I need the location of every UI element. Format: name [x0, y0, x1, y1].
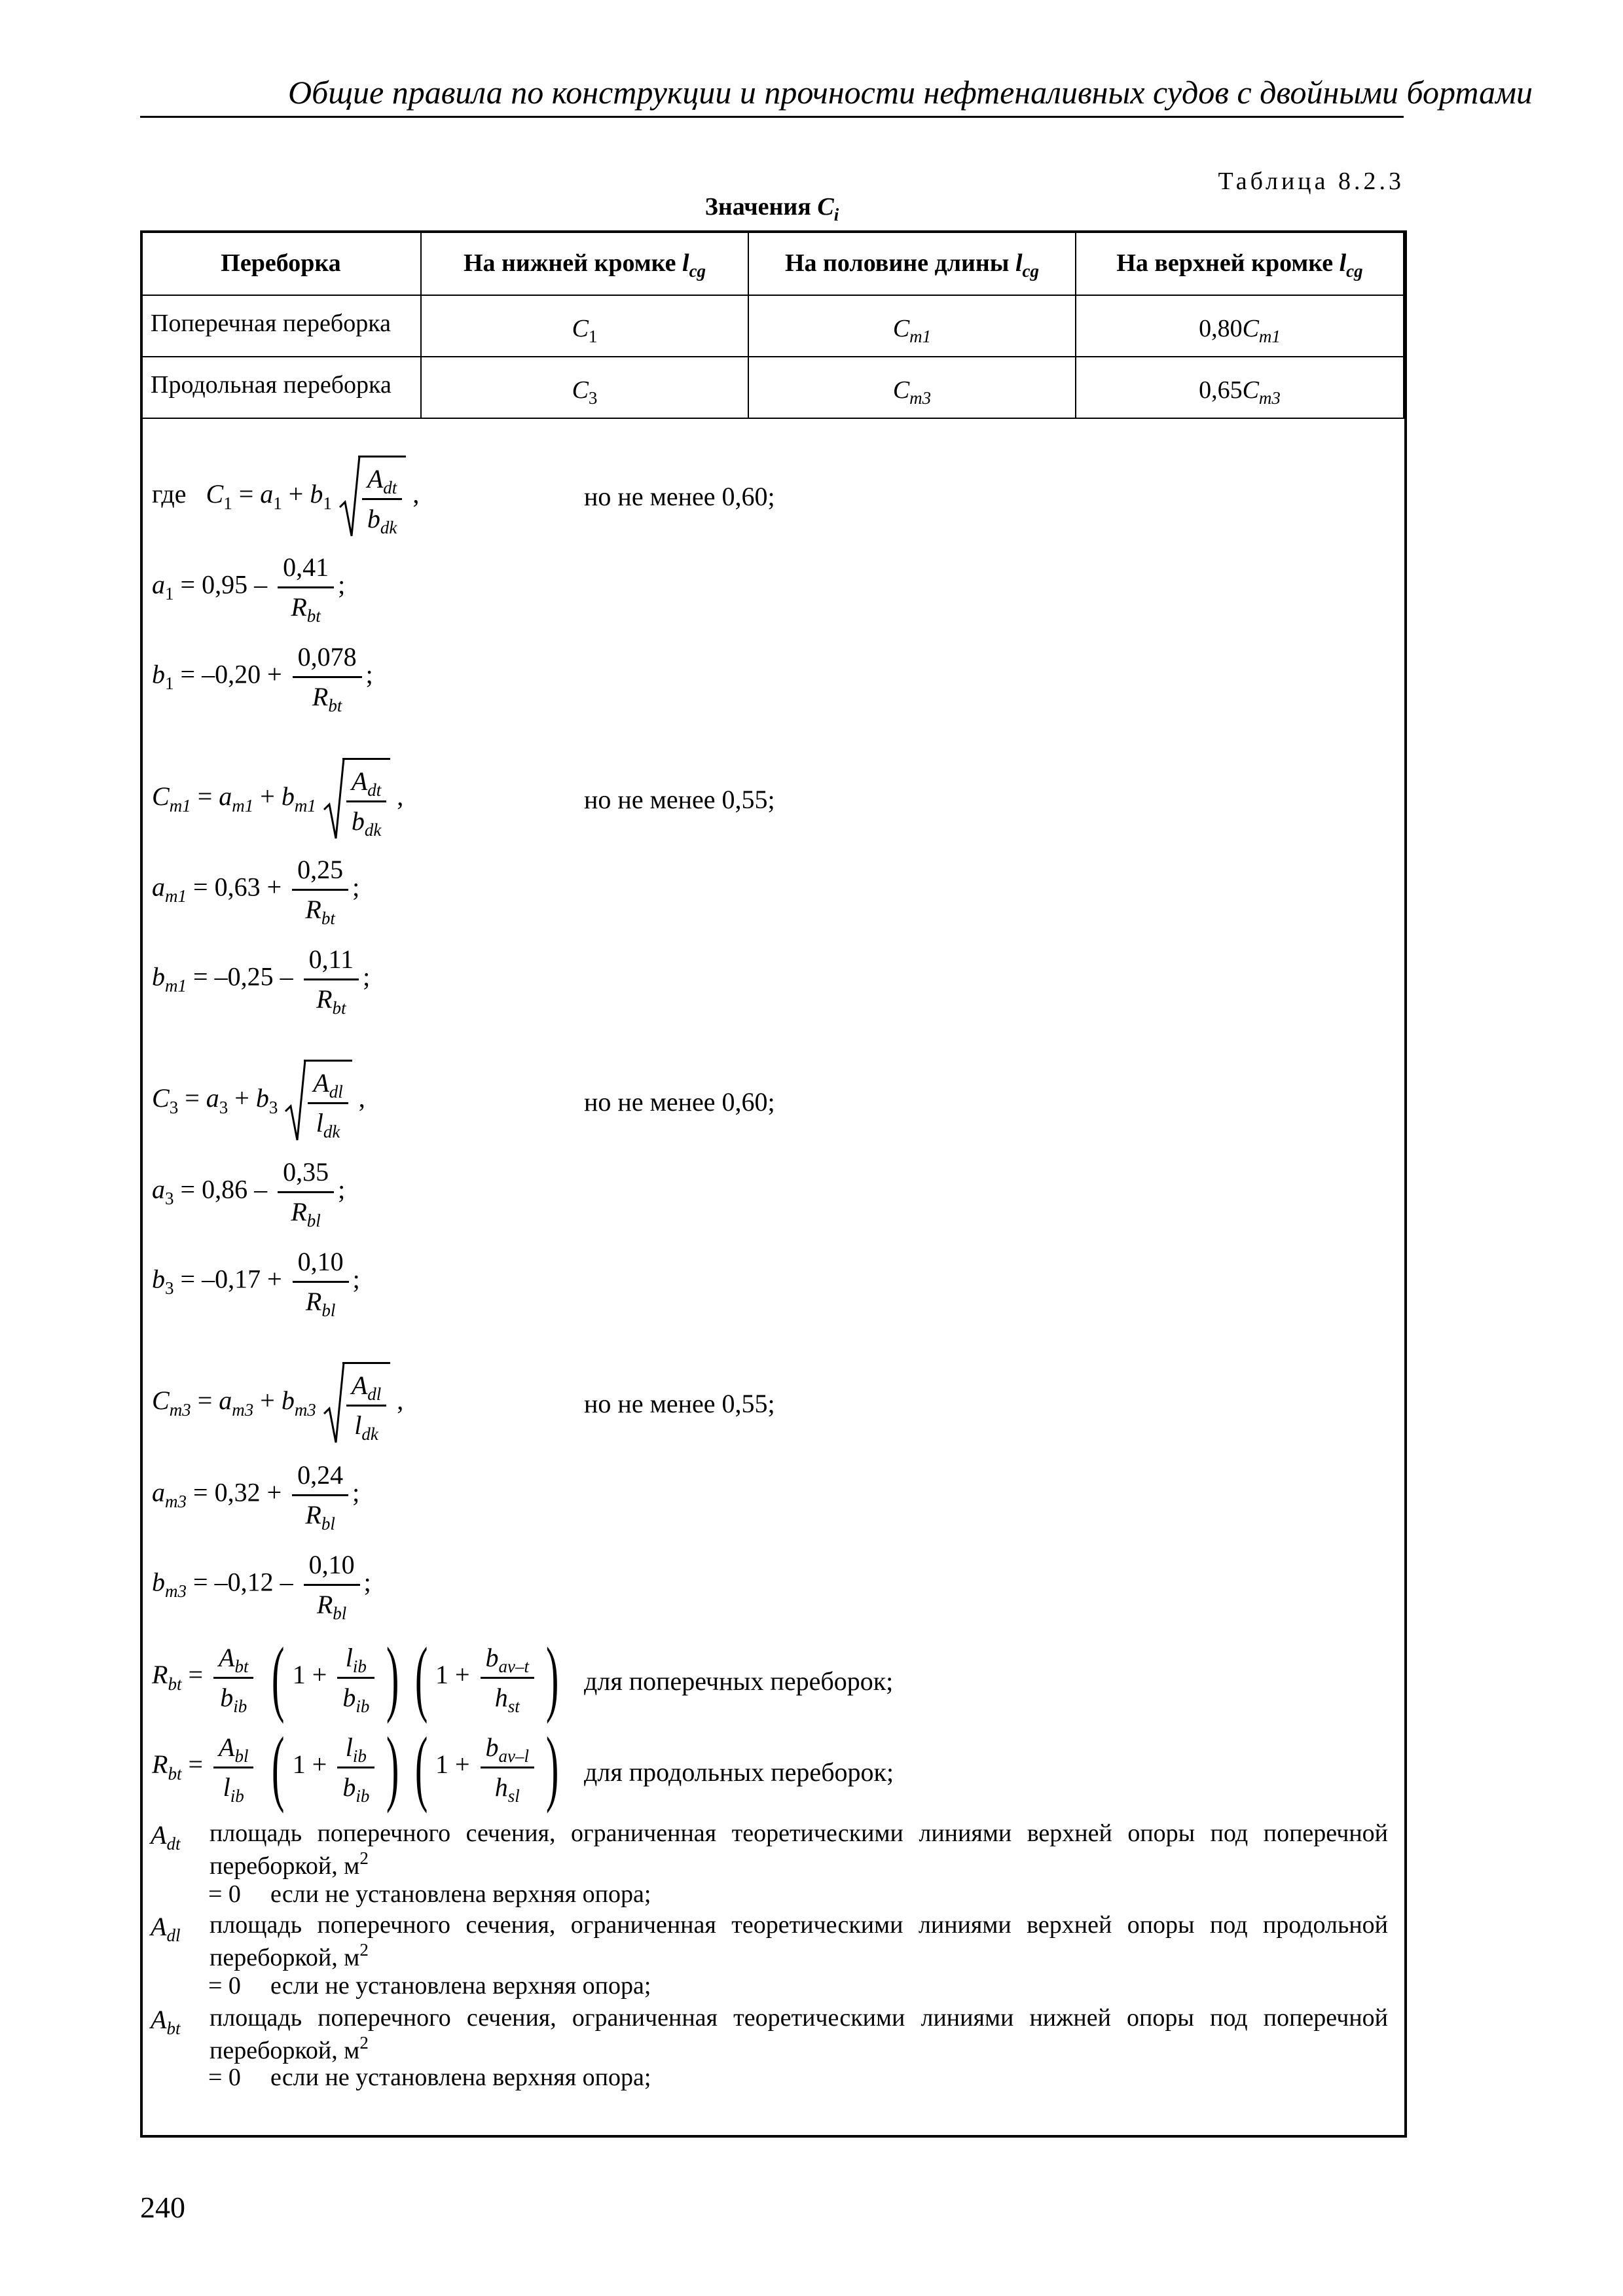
definition-condition: если не установлена верхняя опора;	[270, 2064, 651, 2091]
formula-b1: $b_1 = -0,20$ + 0,078 $R_{bt}$ ;	[152, 638, 373, 716]
table-number: Таблица 8.2.3	[1218, 168, 1404, 195]
table-cell: $C_3$	[420, 356, 749, 419]
definition-condition: если не установлена верхняя опора;	[270, 1880, 651, 1908]
fraction: $A_{dl}$ $l_{dk}$	[346, 1367, 386, 1444]
column-header: На нижней кромке $l_{cg}$	[420, 230, 749, 296]
header-rule	[140, 116, 1404, 118]
column-header: На половине длины $l_{cg}$	[748, 230, 1076, 296]
table-cell: $C_{m1}$	[748, 295, 1076, 357]
formula-c1: где $C_1 = a_1 + b_1$ $A_{dt}$ $b_{dk}$ ,	[152, 455, 419, 539]
fraction: 0,11 $R_{bt}$	[304, 941, 359, 1018]
constraint-note: но не менее 0,55;	[584, 1389, 775, 1418]
constraint-note: но не менее 0,60;	[584, 1087, 775, 1117]
definition-zero: = 0	[208, 2064, 241, 2091]
constraint-note: но не менее 0,55;	[584, 785, 775, 814]
fraction: $l_{ib}$ $b_{ib}$	[337, 1729, 374, 1806]
column-header: Переборка	[140, 230, 422, 296]
running-header: Общие правила по конструкции и прочности нефтеналивных судов с двойными бортами	[288, 74, 1533, 111]
definition-symbol: $A_{dl}$	[151, 1912, 181, 1946]
formula-a3: $a_3 = 0,86$ – 0,35 $R_{bl}$ ;	[152, 1153, 345, 1231]
formula-bm3: $b_{m3} = -0,12$ – 0,10 $R_{bl}$ ;	[152, 1546, 371, 1624]
formula-c3: $C_3 = a_3 + b_3$ $A_{dl}$ $l_{dk}$ ,	[152, 1059, 365, 1143]
column-header: На верхней кромке $l_{cg}$	[1075, 230, 1404, 296]
formula-am3: $a_{m3} = 0,32$ + 0,24 $R_{bl}$ ;	[152, 1456, 359, 1534]
fraction: $A_{dt}$ $b_{dk}$	[346, 762, 386, 840]
formula-cm1: $C_{m1} = a_{m1} + b_{m1}$ $A_{dt}$ $b_{dk}$ ,	[152, 757, 403, 841]
sqrt-sign	[338, 455, 361, 539]
formula-am1: $a_{m1} = 0,63$ + 0,25 $R_{bt}$ ;	[152, 851, 359, 929]
definition-zero: = 0	[208, 1972, 241, 2000]
definition-text: площадь поперечного сечения, ограниченная теоретическими линиями нижней опоры под поперечной переборкой, $м^2$	[210, 2004, 1388, 2064]
table-cell: $0,80C_{m1}$	[1075, 295, 1404, 357]
table-row-label: Продольная переборка	[140, 356, 422, 419]
fraction: $A_{bl}$ $l_{ib}$	[213, 1729, 253, 1806]
definition-symbol: $A_{dt}$	[151, 1820, 181, 1854]
fraction: $b_{av-t}$ $h_{st}$	[481, 1639, 535, 1717]
constraint-note: для поперечных переборок;	[584, 1666, 894, 1696]
formula-bm1: $b_{m1} = -0,25$ – 0,11 $R_{bt}$ ;	[152, 941, 370, 1018]
table-caption: Значения $C_i$	[704, 193, 839, 225]
sqrt-sign	[323, 757, 345, 841]
fraction: $A_{bt}$ $b_{ib}$	[213, 1639, 253, 1717]
definition-text: площадь поперечного сечения, ограниченная теоретическими линиями верхней опоры под продольной переборкой, $м^2$	[210, 1911, 1388, 1971]
fraction: 0,35 $R_{bl}$	[278, 1153, 334, 1231]
page-number: 240	[140, 2191, 185, 2224]
formula-b3: $b_3 = -0,17$ + 0,10 $R_{bl}$ ;	[152, 1243, 360, 1321]
table-row-label: Поперечная переборка	[140, 295, 422, 357]
definition-symbol: $A_{bt}$	[151, 2005, 181, 2039]
formula-a1: $a_1 = 0,95$ – 0,41 $R_{bt}$ ;	[152, 548, 345, 626]
table-cell: $C_1$	[420, 295, 749, 357]
fraction: $A_{dt}$ $b_{dk}$	[362, 460, 402, 538]
formula-cm3: $C_{m3} = a_{m3} + b_{m3}$ $A_{dl}$ $l_{dk}$ ,	[152, 1361, 403, 1445]
fraction: $b_{av-l}$ $h_{sl}$	[481, 1729, 535, 1806]
fraction: $l_{ib}$ $b_{ib}$	[337, 1639, 374, 1717]
formula-rbt-transverse: $R_{bt}$ = $A_{bt}$ $b_{ib}$ ( 1 + $l_{ib}$ $b_{ib}$ ) ( 1 + $b_{av-t}$ $h_{st}$ )	[152, 1630, 559, 1725]
table-cell: $0,65C_{m3}$	[1075, 356, 1404, 419]
fraction: 0,41 $R_{bt}$	[278, 548, 334, 626]
sqrt-sign	[284, 1059, 306, 1143]
fraction: 0,078 $R_{bt}$	[293, 638, 362, 716]
constraint-note: для продольных переборок;	[584, 1757, 894, 1787]
fraction: $A_{dl}$ $l_{dk}$	[308, 1064, 348, 1142]
definition-zero: = 0	[208, 1880, 241, 1908]
fraction: 0,24 $R_{bl}$	[292, 1456, 348, 1534]
sqrt-sign	[323, 1361, 345, 1445]
definition-condition: если не установлена верхняя опора;	[270, 1972, 651, 2000]
table-cell: $C_{m3}$	[748, 356, 1076, 419]
fraction: 0,10 $R_{bl}$	[293, 1243, 349, 1321]
fraction: 0,25 $R_{bt}$	[292, 851, 348, 929]
definition-text: площадь поперечного сечения, ограниченная теоретическими линиями верхней опоры под поперечной переборкой, $м^2$	[210, 1820, 1388, 1880]
formula-rbt-longitudinal: $R_{bt}$ = $A_{bl}$ $l_{ib}$ ( 1 + $l_{ib}$ $b_{ib}$ ) ( 1 + $b_{av-l}$ $h_{sl}$ )	[152, 1720, 559, 1814]
constraint-note: но не менее 0,60;	[584, 482, 775, 511]
fraction: 0,10 $R_{bl}$	[304, 1546, 360, 1624]
